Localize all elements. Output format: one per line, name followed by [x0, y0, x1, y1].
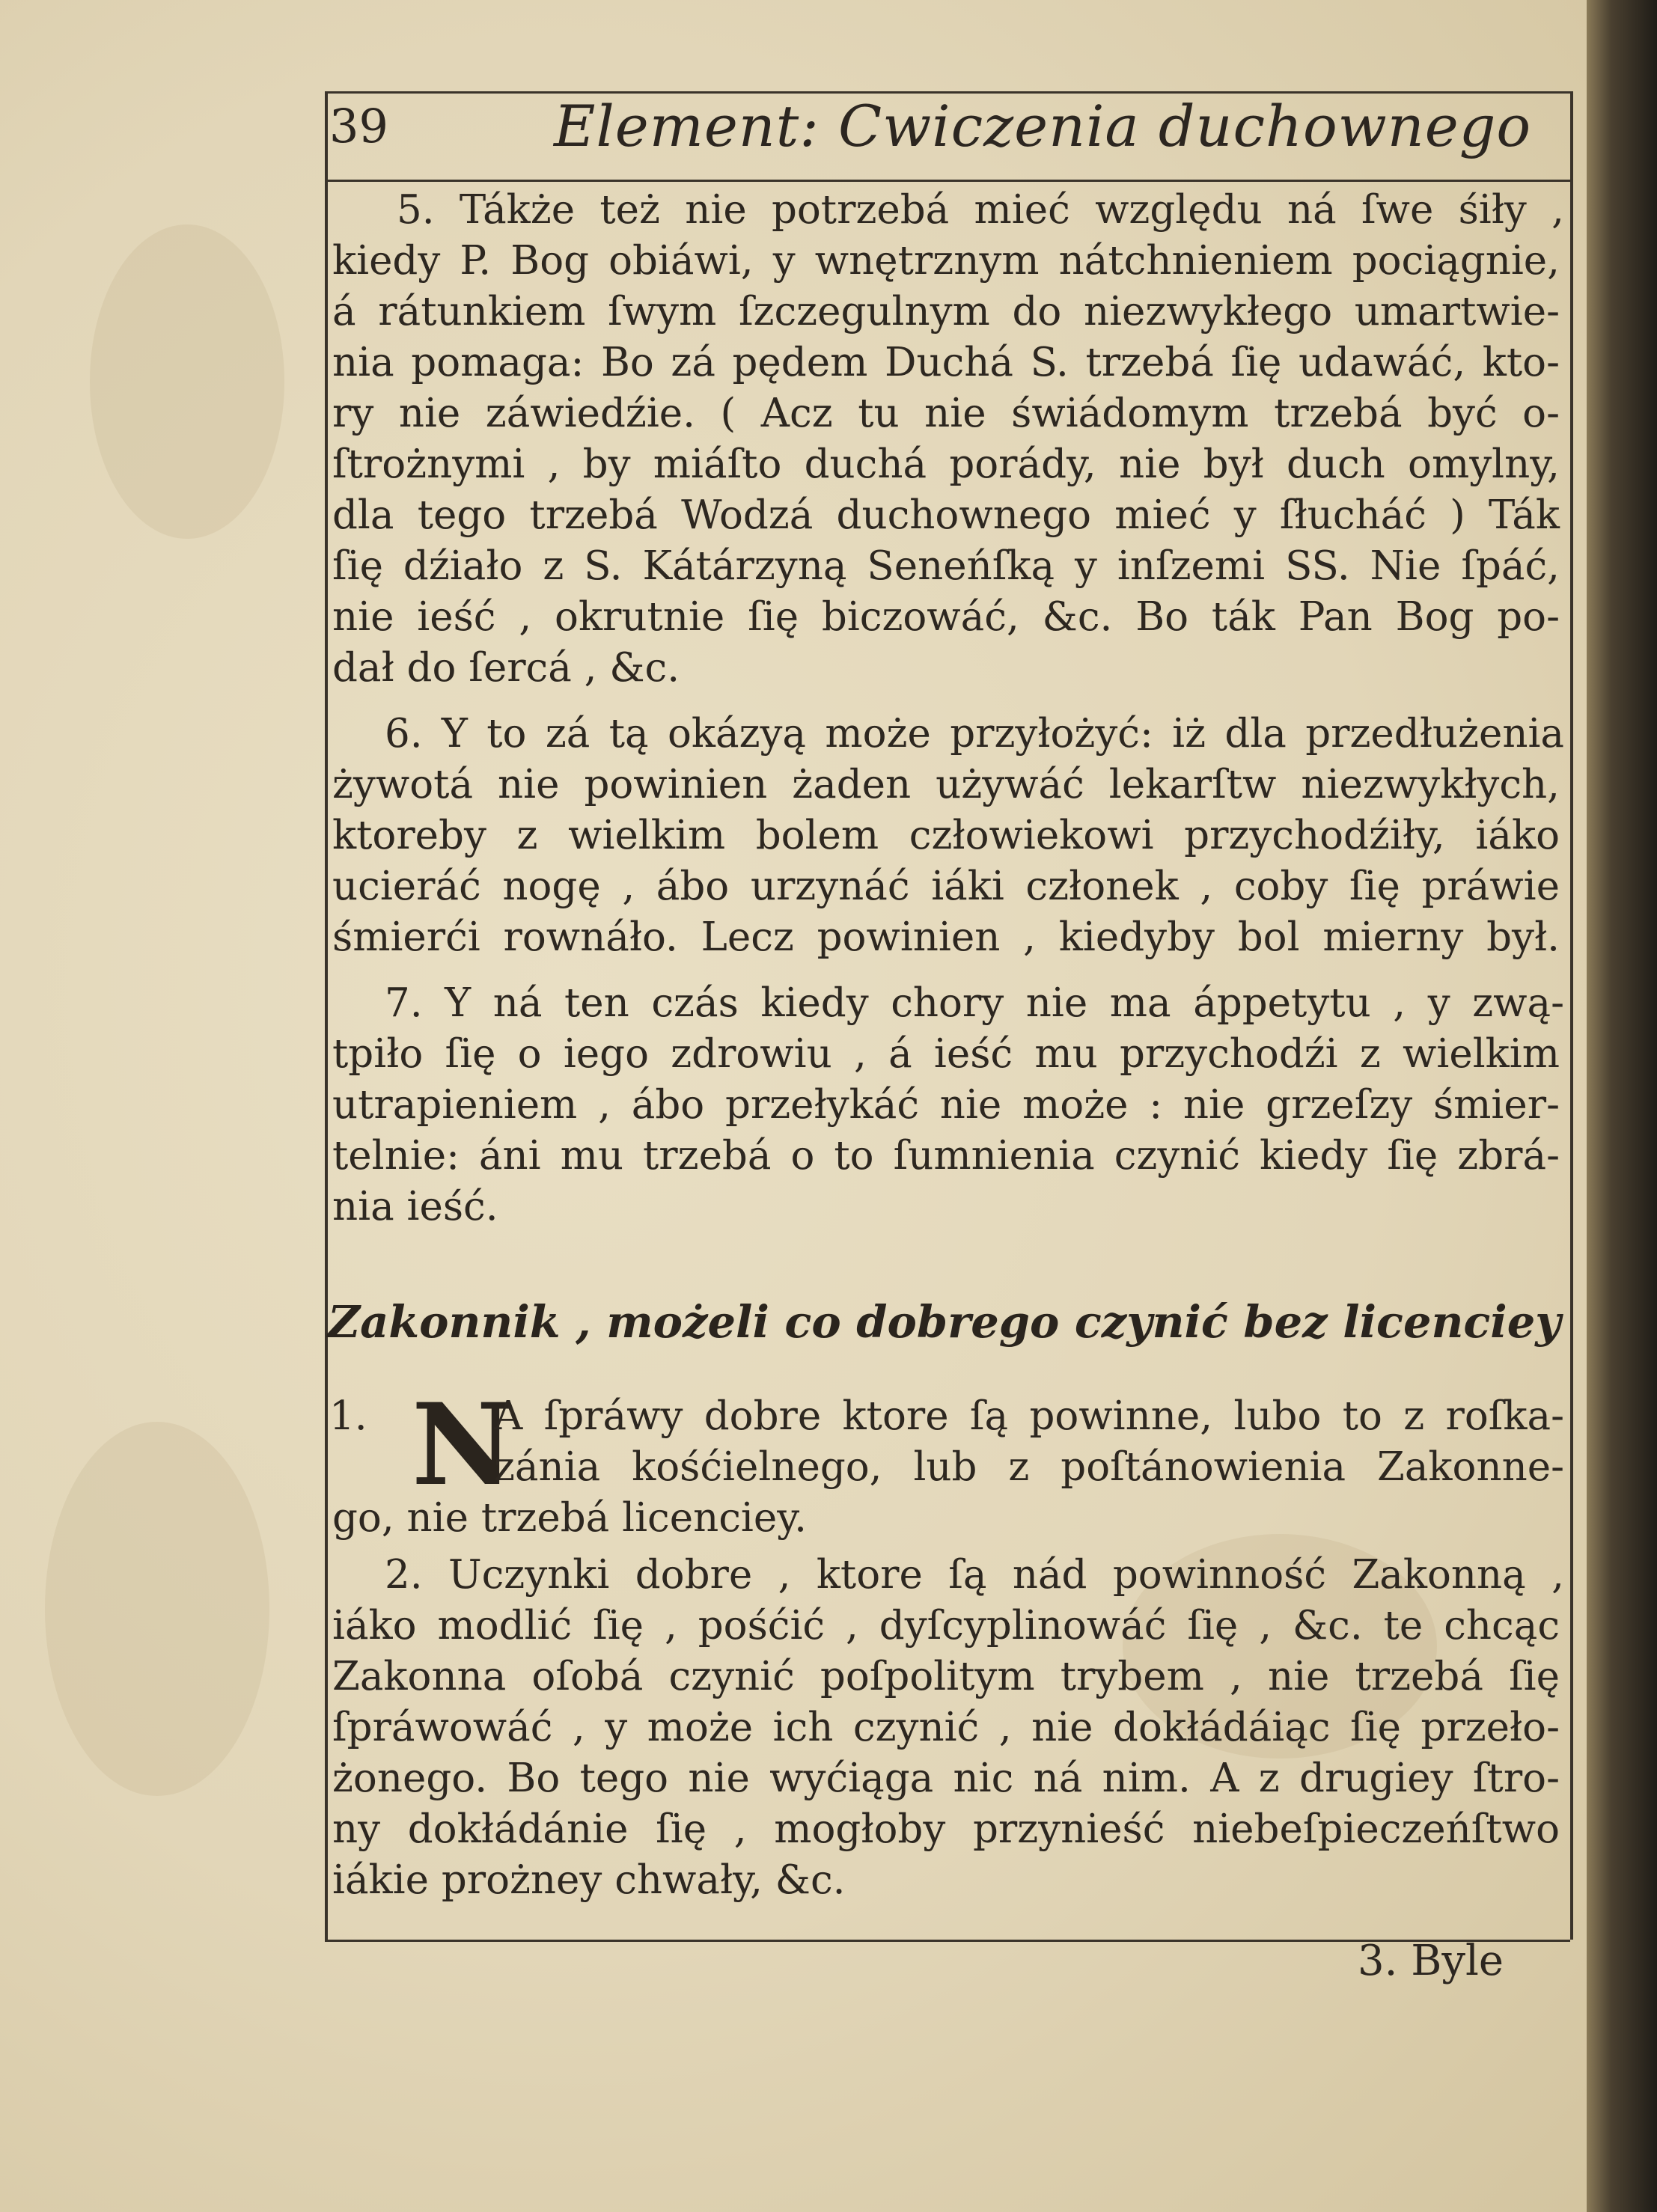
body-line: ny dokłádánie ſię , mogłoby przynieść niebeſpieczeńſtwo [332, 1806, 1560, 1852]
body-line: utrapieniem , ábo przełykáć nie może : nie grzeſzy śmier- [332, 1082, 1560, 1128]
body-line: zánia kośćielnego, lub z poſtánowienia Zakonne- [494, 1444, 1564, 1490]
paper-stain [90, 224, 284, 539]
catchword: 3. Byle [1358, 1937, 1504, 1985]
body-line: telnie: áni mu trzebá o to ſumnienia czynić kiedy ſię zbrá- [332, 1133, 1560, 1179]
body-line: A ſpráwy dobre ktore ſą powinne, lubo to z roſka- [494, 1393, 1564, 1439]
body-line: nia pomaga: Bo zá pędem Duchá S. trzebá ſię udawáć, kto- [332, 340, 1560, 385]
body-line: kiedy P. Bog obiáwi, y wnętrznym nátchnieniem pociągnie, [332, 238, 1560, 284]
body-line: ſtrożnymi , by miáſto duchá porády, nie był duch omylny, [332, 442, 1560, 487]
body-line: tpiło ſię o iego zdrowiu , á ieść mu przychodźi z wielkim [332, 1031, 1560, 1077]
body-line: 5. Tákże też nie potrzebá mieć względu ná ſwe śiły , [397, 187, 1564, 233]
book-spine [1587, 0, 1657, 2212]
section-heading: Zakonnik , możeli co dobrego czynić bez licenciey [328, 1296, 1561, 1348]
header-rule [325, 180, 1570, 182]
body-line: nia ieść. [332, 1184, 498, 1229]
body-line: dał do ſercá , &c. [332, 645, 680, 691]
body-line: go, nie trzebá licenciey. [332, 1495, 807, 1541]
running-head: Element: Cwiczenia duchownego [554, 93, 1532, 159]
body-line: iáko modlić ſię , pośćić , dyſcyplinowáć ſię , &c. te chcąc [332, 1603, 1560, 1649]
body-line: ſpráwowáć , y może ich czynić , nie dokłádáiąc ſię przeło- [332, 1705, 1560, 1750]
body-line: żywotá nie powinien żaden używáć lekarſtw niezwykłych, [332, 762, 1560, 807]
body-line: żonego. Bo tego nie wyćiąga nic ná nim. A z drugiey ſtro- [332, 1756, 1560, 1801]
body-line: ſię dźiało z S. Kátárzyną Seneńſką y inſzemi SS. Nie ſpáć, [332, 543, 1560, 589]
body-line: iákie prożney chwały, &c. [332, 1857, 846, 1903]
body-line: śmierći rownáło. Lecz powinien , kiedyby bol mierny był. [332, 914, 1560, 960]
body-line: Zakonna oſobá czynić poſpolitym trybem , nie trzebá ſię [332, 1654, 1560, 1699]
body-line: ucieráć nogę , ábo urzynáć iáki członek , coby ſię práwie [332, 864, 1560, 909]
body-line: 6. Y to zá tą okázyą może przyłożyć: iż dla przedłużenia [385, 711, 1564, 757]
item-number: 1. [329, 1393, 367, 1439]
body-line: 2. Uczynki dobre , ktore ſą nád powinność Zakonną , [385, 1552, 1564, 1598]
body-line: ry nie záwiedźie. ( Acz tu nie świádomym trzebá być o- [332, 391, 1560, 436]
body-line: nie ieść , okrutnie ſię biczowáć, &c. Bo ták Pan Bog po- [332, 594, 1560, 640]
paper-stain [45, 1422, 269, 1796]
body-line: ktoreby z wielkim bolem człowiekowi przychodźiły, iáko [332, 813, 1560, 858]
body-line: dla tego trzebá Wodzá duchownego mieć y ſłucháć ) Ták [332, 492, 1560, 538]
page-number: 39 [329, 99, 388, 153]
body-line: 7. Y ná ten czás kiedy chory nie ma áppetytu , y zwą- [385, 980, 1564, 1026]
body-line: á rátunkiem ſwym ſzczegulnym do niezwykłego umartwie- [332, 289, 1560, 334]
drop-capital: N [412, 1379, 515, 1511]
